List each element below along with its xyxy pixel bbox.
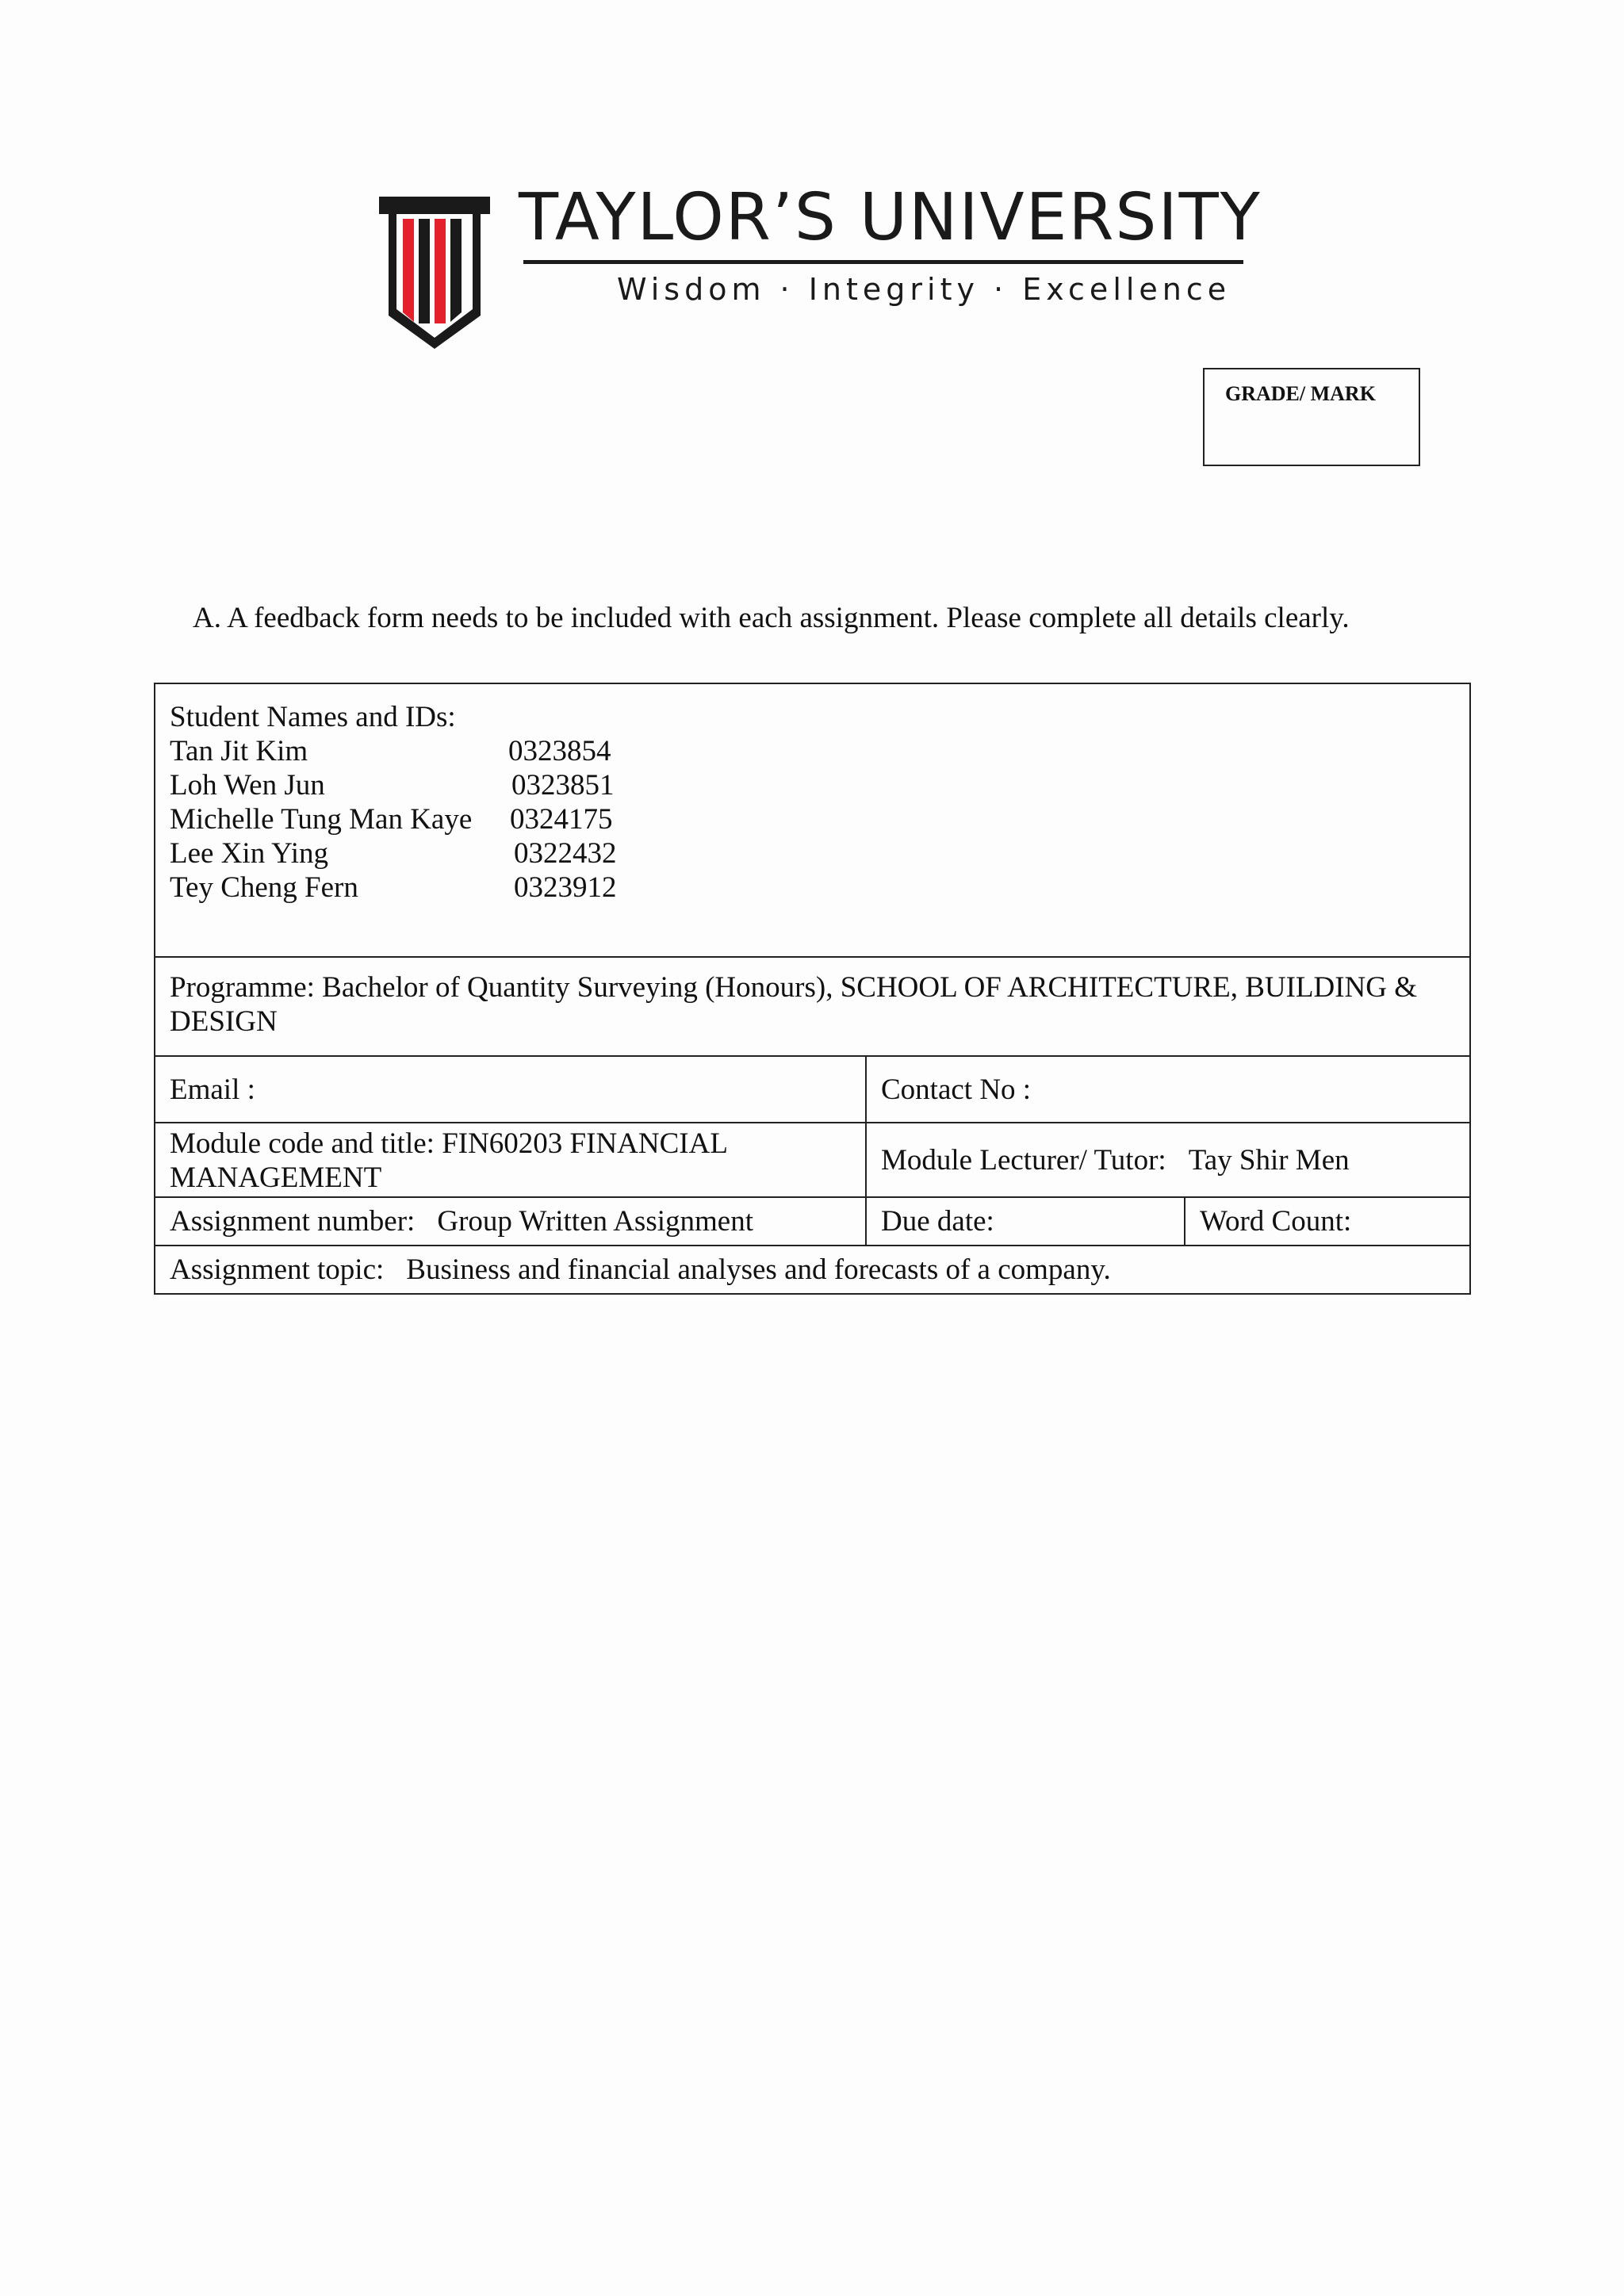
due-date-cell [865, 1198, 1184, 1245]
student-entry [170, 734, 1455, 768]
student-entry [170, 768, 1455, 802]
student-id: 0323854 [508, 735, 611, 767]
topic-value: Business and financial analyses and forecasts of a company. [406, 1253, 1111, 1286]
students-heading: Student Names and IDs: [170, 701, 456, 733]
word-count-cell [1184, 1198, 1469, 1245]
university-name: TAYLOR’S UNIVERSITY [519, 180, 1262, 255]
student-name: Tan Jit Kim [170, 735, 308, 767]
topic-cell [155, 1246, 1469, 1293]
topic-row [155, 1245, 1469, 1293]
students-row [155, 684, 1469, 956]
student-entry [170, 836, 1455, 871]
module-title-line1: Module code and title: FIN60203 FINANCIAL [170, 1127, 728, 1160]
logo-divider [523, 260, 1243, 264]
student-id: 0323851 [511, 769, 615, 802]
instruction-text: A. A feedback form needs to be included with each assignment. Please complete all details clearly. [193, 602, 1350, 634]
grade-mark-label: GRADE/ MARK [1225, 382, 1376, 405]
contact-label: Contact No : [881, 1073, 1032, 1106]
programme-text: Programme: Bachelor of Quantity Surveying (Honours), SCHOOL OF ARCHITECTURE, BUILDING & DESIGN [170, 971, 1418, 1038]
student-entry [170, 871, 1455, 905]
topic-label: Assignment topic: [170, 1253, 385, 1286]
assignment-row [155, 1196, 1469, 1245]
student-name: Loh Wen Jun [170, 769, 325, 802]
due-date-label: Due date: [881, 1205, 994, 1238]
student-id: 0324175 [510, 803, 613, 836]
student-entry [170, 802, 1455, 836]
student-id: 0322432 [514, 837, 617, 870]
email-cell [155, 1057, 865, 1122]
assignment-number-label: Assignment number: [170, 1205, 416, 1238]
assignment-number-cell [155, 1198, 865, 1245]
email-label: Email : [170, 1073, 255, 1106]
student-name: Michelle Tung Man Kaye [170, 803, 473, 836]
lecturer-cell [865, 1123, 1469, 1196]
lecturer-label: Module Lecturer/ Tutor: [881, 1143, 1166, 1177]
student-id: 0323912 [514, 871, 617, 904]
student-name: Tey Cheng Fern [170, 871, 358, 904]
assignment-number-value: Group Written Assignment [437, 1205, 753, 1238]
module-row [155, 1122, 1469, 1196]
student-name: Lee Xin Ying [170, 837, 329, 870]
university-logo [379, 180, 1262, 349]
university-motto: Wisdom · Integrity · Excellence [617, 272, 1231, 307]
contact-cell [865, 1057, 1469, 1122]
programme-row [155, 956, 1469, 1055]
module-title-line2: MANAGEMENT [170, 1161, 382, 1194]
word-count-label: Word Count: [1200, 1205, 1352, 1238]
feedback-form-table [154, 683, 1471, 1295]
lecturer-name: Tay Shir Men [1188, 1143, 1350, 1177]
module-cell [155, 1123, 865, 1196]
grade-mark-box [1203, 368, 1420, 466]
university-crest-icon [379, 190, 490, 349]
email-contact-row [155, 1055, 1469, 1122]
